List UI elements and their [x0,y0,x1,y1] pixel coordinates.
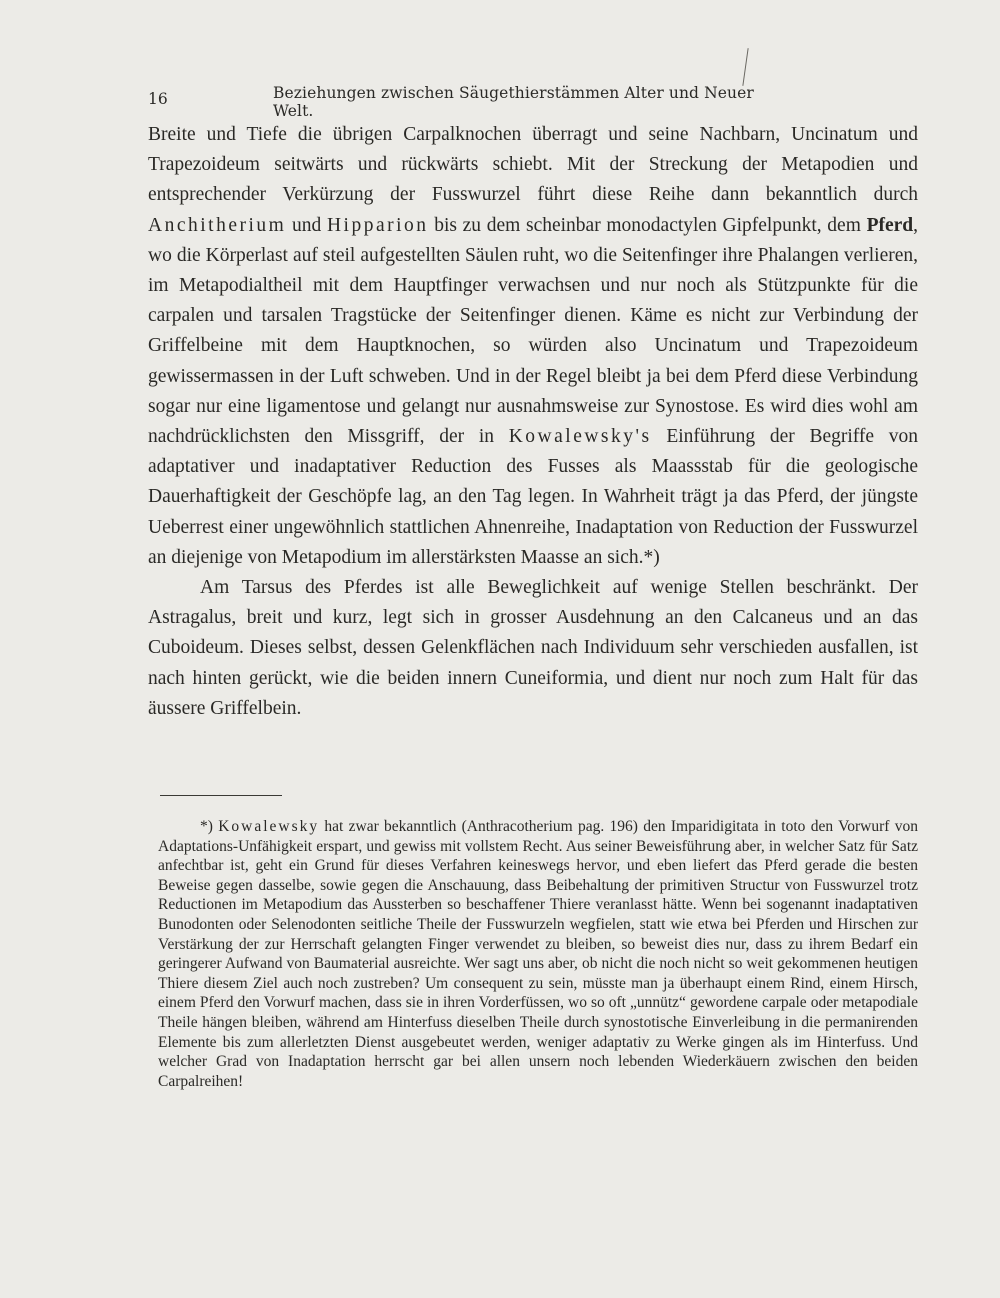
p1-kowalewsky: Kowalewsky's [508,426,652,448]
p1-text-2: und [286,214,327,236]
footnote-author: Kowalewsky [218,818,320,835]
p1-pferd: Pferd [866,214,914,236]
p1-anchitherium: Anchitherium [148,214,287,236]
footnote-paragraph [158,817,918,1091]
paragraph-1 [148,120,918,573]
running-title: Beziehungen zwischen Säugethierstämmen Alter und Neuer Welt. [273,84,754,120]
footnote-marker: *) [200,818,219,835]
page-header [148,84,788,120]
footnote-divider [160,795,282,796]
main-text [148,120,918,724]
footnote [158,817,918,1091]
p1-text-1: Breite und Tiefe die übrigen Carpalknochen überragt und seine Nachbarn, Uncinatum und Trapezoideum seitwärts und rückwärts schiebt. Mit der Streckung der Metapodien und entsprechender Verkürzung der Fusswurzel führt diese Reihe dann bekanntlich durch [148,124,918,206]
p1-text-3: bis zu dem scheinbar monodactylen Gipfelpunkt, dem [428,214,867,236]
p1-text-4: , wo die Körperlast auf steil aufgestellten Säulen ruht, wo die Seitenfinger ihre Phalangen verlieren, im Metapodialtheil mit dem Hauptfinger verwachsen und nur noch als Stützpunkte für die carpalen und tarsalen Tragstücke der Seitenfinger dienen. Käme es nicht zur Verbindung der Griffelbeine mit dem Hauptknochen, so würden also Uncinatum und Trapezoideum gewissermassen in der Luft schweben. Und in der Regel bleibt ja bei dem Pferd diese Verbindung sogar nur eine ligamentose und gelangt nur ausnahmsweise zur Synostose. Es wird dies wohl am nachdrücklichsten den Missgriff, der in [148,214,919,448]
paragraph-2: Am Tarsus des Pferdes ist alle Beweglichkeit auf wenige Stellen beschränkt. Der Astragalus, breit und kurz, legt sich in grosser Ausdehnung an den Calcaneus und an das Cuboideum. Dieses selbst, dessen Gelenkflächen nach Individuum sehr verschieden ausfallen, ist nach hinten gerückt, wie die beiden innern Cuneiformia, und dient nur noch zum Halt für das äussere Griffelbein. [148,577,918,719]
p1-hipparion: Hipparion [326,214,429,236]
page-number: 16 [148,90,168,108]
footnote-text: hat zwar bekanntlich (Anthracotherium pag. 196) den Imparidigitata in toto den Vorwurf von Adaptations-Unfähigkeit erspart, und gewiss mit vollstem Recht. Aus seiner Beweisführung aber, in welcher Satz für Satz anfechtbar ist, geht ein Grund für dieses Verfahren keineswegs hervor, und eben liefert das Pferd gerade die besten Beweise gegen dasselbe, sowie gegen die Anschauung, dass Beibehaltung der primitiven Structur von Fusswurzel trotz Reductionen im Metapodium das Aussterben so beschaffener Thiere veranlasst hätte. Wenn bei sogenannt inadaptativen Bunodonten oder Selenodonten seitliche Theile der Fusswurzeln wegfielen, statt wie etwa bei Pferden und Hirschen zur Verstärkung der zur Herrschaft gelangten Finger verwendet zu bleiben, so beweist dies nur, dass zu ihrem Bedarf ein geringerer Aufwand von Baumaterial ausreichte. Wer sagt uns aber, ob nicht die noch nicht so weit gekommenen heutigen Thiere diesem Ziel auch noch zustreben? Um consequent zu sein, müsste man ja überhaupt einem Rind, einem Hirsch, einem Pferd den Vorwurf machen, dass sie in ihren Vorderfüssen, wo so oft „unnütz“ gewordene carpale oder metapodiale Theile hängen bleiben, während am Hinterfuss dieselben Theile durch synostotische Einverleibung in die permanirenden Elemente bis zum allerletzten Dienst ausgebeutet werden, weniger adaptativ zu Werke gingen als im Hinterfuss. Und welcher Grad von Inadaptation herrscht gar bei allen unsern noch lebenden Wiederkäuern zwischen den beiden Carpalreihen! [158,818,918,1090]
margin-pencil-mark [742,48,748,86]
p1-text-5: Einführung der Begriffe von adaptativer und inadaptativer Reduction des Fusses als Maassstab für die geologische Dauerhaftigkeit der Geschöpfe lag, an den Tag legen. In Wahrheit trägt ja das Pferd, der jüngste Ueberrest einer ungewöhnlich stattlichen Ahnenreihe, Inadaptation von Reduction der Fusswurzel an diejenige von Metapodium im allerstärksten Maasse an sich.*) [148,426,919,568]
